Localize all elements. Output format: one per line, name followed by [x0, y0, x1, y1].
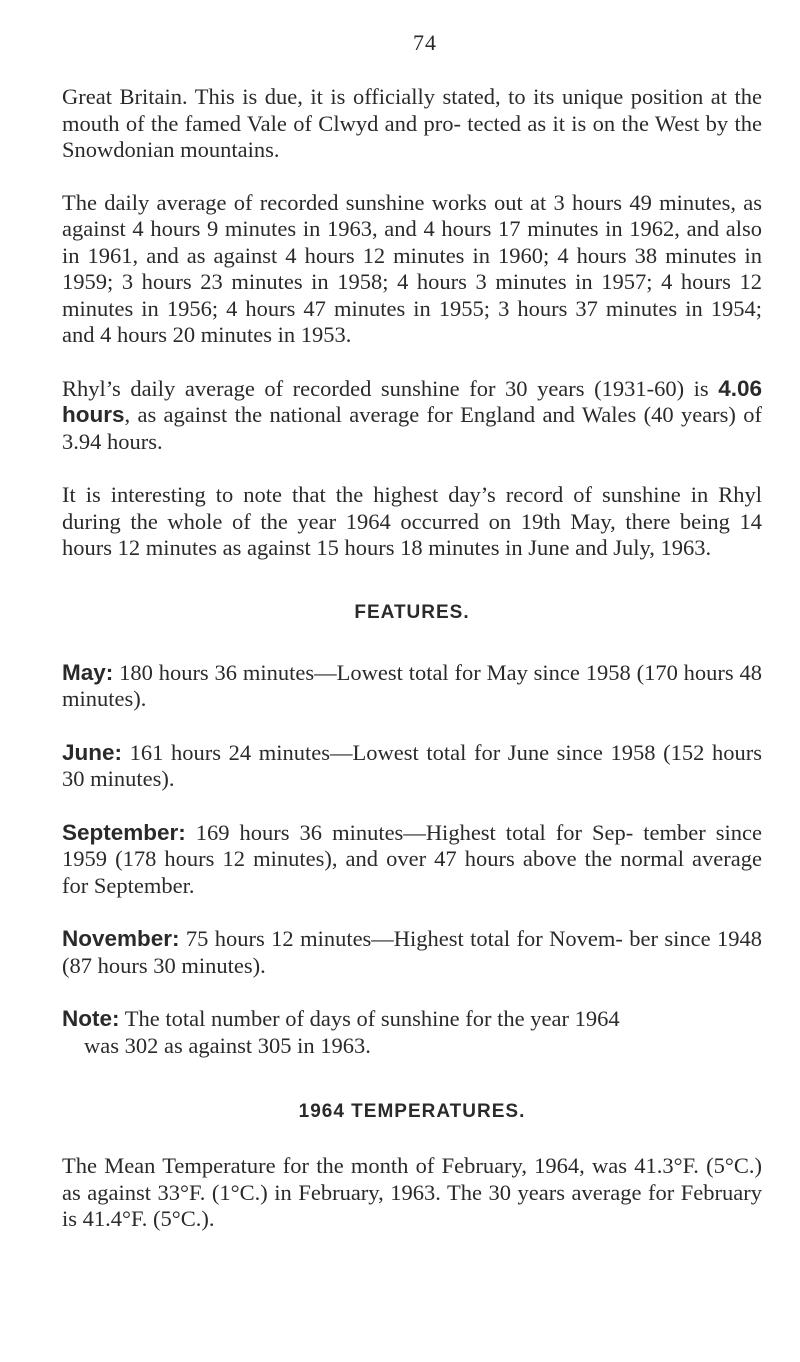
- feature-label-may: May:: [62, 659, 114, 685]
- paragraph-unique-position: Great Britain. This is due, it is officially stated, to its unique position at the mouth of the famed Vale of Clwyd and pro- tected as it is on the West by the Snowdonian mountains.: [62, 84, 762, 162]
- feature-label-september: September:: [62, 819, 186, 845]
- rhyl-average-text-2: , as against the national average for England and Wales (40 years) of 3.94 hours.: [62, 402, 762, 454]
- note-label: Note:: [62, 1006, 120, 1031]
- rhyl-average-text-1: Rhyl’s daily average of recorded sunshine for 30 years (1931-60) is: [62, 375, 719, 401]
- paragraph-daily-average: The daily average of recorded sunshine works out at 3 hours 49 minutes, as against 4 hours 9 minutes in 1963, and 4 hours 17 minutes in 1962, and also in 1961, and as against 4 hours 12 minutes in 1960; 4 hours 38 minutes in 1959; 3 hours 23 minutes in 1958; 4 hours 3 minutes in 1957; 4 hours 12 minutes in 1956; 4 hours 47 minutes in 1955; 3 hours 37 minutes in 1954; and 4 hours 20 minutes in 1953.: [62, 189, 762, 347]
- feature-text-june: 161 hours 24 minutes—Lowest total for June since 1958 (152 hours 30 minutes).: [62, 739, 762, 791]
- feature-text-may: 180 hours 36 minutes—Lowest total for May since 1958 (170 hours 48 minutes).: [62, 659, 762, 711]
- feature-september: [62, 820, 762, 900]
- feature-may: [62, 660, 762, 713]
- paragraph-highest-day: It is interesting to note that the highest day’s record of sunshine in Rhyl during the whole of the year 1964 occurred on 19th May, there being 14 hours 12 minutes as against 15 hours 18 minutes in June and July, 1963.: [62, 482, 762, 560]
- paragraph-rhyl-average: [62, 376, 762, 456]
- document-page: [62, 30, 762, 1233]
- feature-text-november: 75 hours 12 minutes—Highest total for Novem- ber since 1948 (87 hours 30 minutes).: [62, 926, 762, 978]
- feature-november: [62, 926, 762, 979]
- note-text-line-1: The total number of days of sunshine for the year 1964: [119, 1006, 620, 1031]
- feature-june: [62, 740, 762, 793]
- features-heading: FEATURES.: [354, 601, 470, 623]
- paragraph-mean-temperature: The Mean Temperature for the month of February, 1964, was 41.3°F. (5°C.) as against 33°F. (1°C.) in February, 1963. The 30 years average for February is 41.4°F. (5°C.).: [62, 1153, 762, 1231]
- temperatures-heading: 1964 TEMPERATURES.: [298, 1101, 526, 1122]
- feature-text-september: 169 hours 36 minutes—Highest total for Sep- tember since 1959 (178 hours 12 minutes), and over 47 hours above the normal average for September.: [62, 819, 762, 898]
- feature-note: [62, 1006, 762, 1059]
- feature-label-june: June:: [62, 739, 123, 765]
- page-number: 74: [413, 30, 437, 55]
- rhyl-average-value: 4.06 hours: [62, 375, 762, 427]
- note-text-line-2: was 302 as against 305 in 1963.: [84, 1032, 371, 1058]
- feature-label-november: November:: [62, 926, 180, 951]
